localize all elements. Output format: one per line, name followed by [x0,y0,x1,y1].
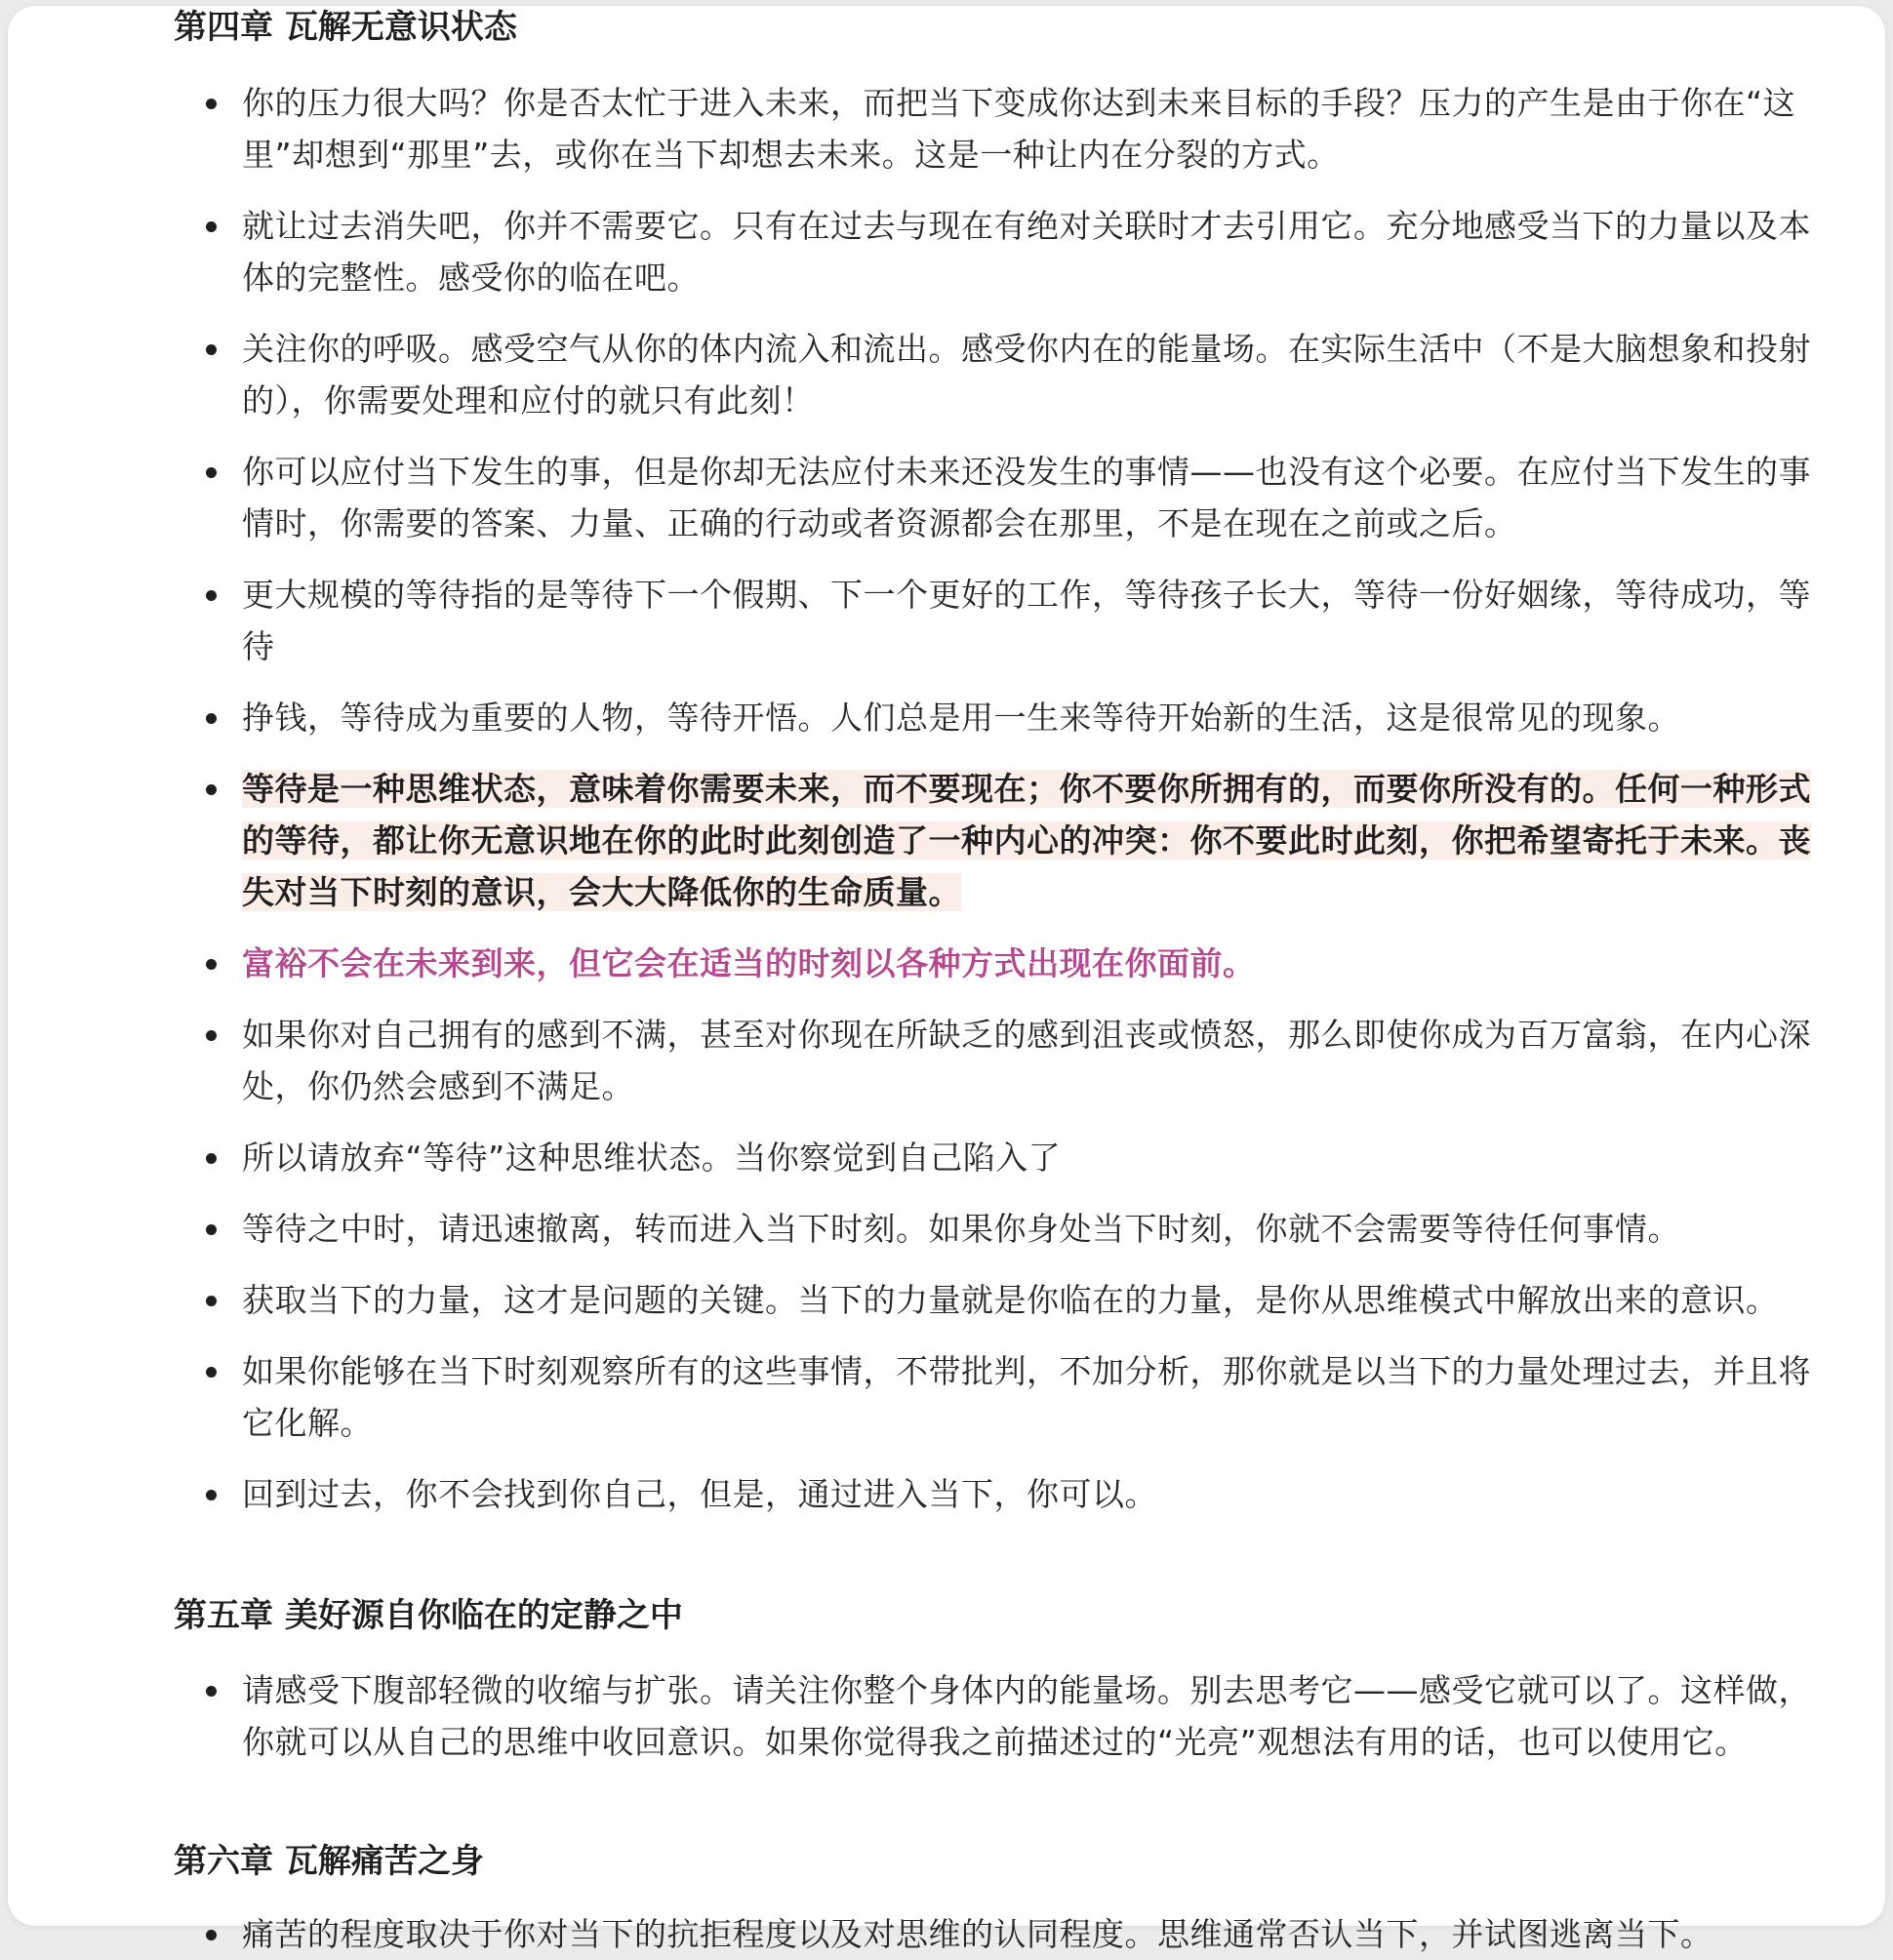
list-item [174,692,1838,743]
list-item-text: 回到过去，你不会找到你自己，但是，通过进入当下，你可以。 [242,1475,1157,1513]
chapter-5-list [174,1664,1838,1768]
list-item [174,1345,1838,1449]
list-item-text: 如果你对自己拥有的感到不满，甚至对你现在所缺乏的感到沮丧或愤怒，那么即使你成为百万富翁，在内心深处，你仍然会感到不满足。 [242,1016,1811,1105]
list-item [174,1009,1838,1112]
list-item-text: 关注你的呼吸。感受空气从你的体内流入和流出。感受你内在的能量场。在实际生活中（不是大脑想象和投射的），你需要处理和应付的就只有此刻！ [242,330,1811,420]
list-item-text: 所以请放弃“等待”这种思维状态。当你察觉到自己陷入了 [242,1139,1062,1177]
list-item [174,200,1838,303]
list-item-text: 你的压力很大吗？你是否太忙于进入未来，而把当下变成你达到未来目标的手段？压力的产生是由于你在“这里”却想到“那里”去，或你在当下却想去未来。这是一种让内在分裂的方式。 [242,84,1796,174]
chapter-title-6: 第六章 瓦解痛苦之身 [174,1842,484,1881]
list-item [174,1132,1838,1183]
list-item [174,323,1838,426]
list-item-text: 你可以应付当下发生的事，但是你却无法应付未来还没发生的事情——也没有这个必要。在应付当下发生的事情时，你需要的答案、力量、正确的行动或者资源都会在那里，不是在现在之前或之后。 [242,453,1811,542]
list-item-text: 就让过去消失吧，你并不需要它。只有在过去与现在有绝对关联时才去引用它。充分地感受当下的力量以及本体的完整性。感受你的临在吧。 [242,207,1811,297]
chapter-6-list [174,1908,1838,1960]
list-item [174,569,1838,672]
chapter-title-4: 第四章 瓦解无意识状态 [174,8,517,47]
chapter-title-5: 第五章 美好源自你临在的定静之中 [174,1596,683,1635]
list-item-text: 挣钱，等待成为重要的人物，等待开悟。人们总是用一生来等待开始新的生活，这是很常见的现象。 [242,699,1680,737]
list-item-text: 痛苦的程度取决于你对当下的抗拒程度以及对思维的认同程度。思维通常否认当下，并试图逃离当下。 [242,1915,1713,1953]
list-item [174,1274,1838,1326]
list-item [174,1468,1838,1520]
list-item-text: 请感受下腹部轻微的收缩与扩张。请关注你整个身体内的能量场。别去思考它——感受它就可以了。这样做，你就可以从自己的思维中收回意识。如果你觉得我之前描述过的“光亮”观想法有用的话，也可以使用它。 [242,1671,1811,1761]
list-item-text: 等待之中时，请迅速撤离，转而进入当下时刻。如果你身处当下时刻，你就不会需要等待任何事情。 [242,1210,1680,1248]
list-item-highlighted [174,763,1838,918]
list-item [174,1908,1838,1960]
list-item-text: 更大规模的等待指的是等待下一个假期、下一个更好的工作，等待孩子长大，等待一份好姻缘，等待成功，等待 [242,576,1811,665]
list-item-text: 如果你能够在当下时刻观察所有的这些事情，不带批判，不加分析，那你就是以当下的力量处理过去，并且将它化解。 [242,1352,1811,1442]
list-item [174,1664,1838,1768]
list-item-pink [174,938,1838,989]
pink-emphasis-text: 富裕不会在未来到来，但它会在适当的时刻以各种方式出现在你面前。 [242,944,1256,982]
chapter-4-list [174,77,1838,1520]
list-item [174,446,1838,549]
list-item [174,1203,1838,1255]
list-item-text: 获取当下的力量，这才是问题的关键。当下的力量就是你临在的力量，是你从思维模式中解放出来的意识。 [242,1281,1779,1319]
document-page [8,6,1885,1953]
highlighted-text: 等待是一种思维状态，意味着你需要未来，而不要现在；你不要你所拥有的，而要你所没有的。任何一种形式的等待，都让你无意识地在你的此时此刻创造了一种内心的冲突：你不要此时此刻，你把希望寄托于未来。丧失对当下时刻的意识，会大大降低你的生命质量。 [242,770,1811,911]
list-item [174,77,1838,180]
